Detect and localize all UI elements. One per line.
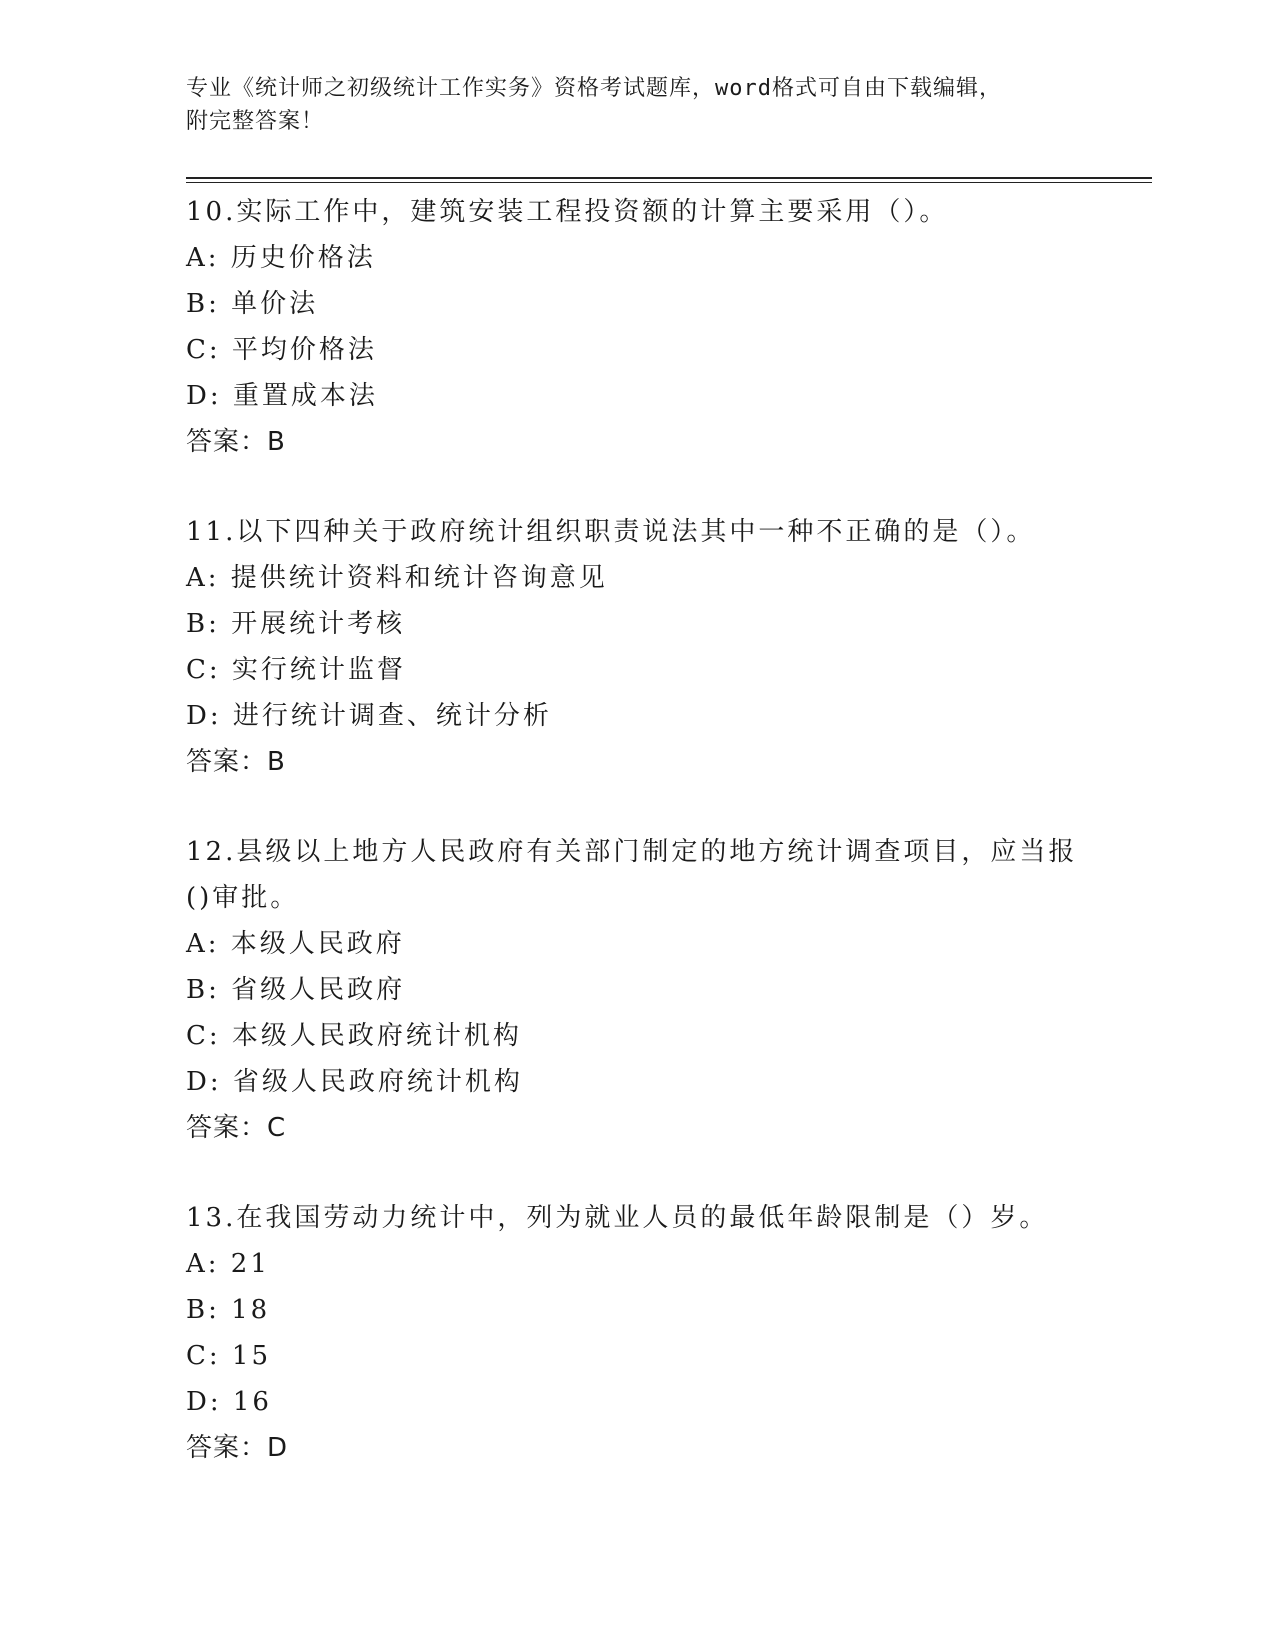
option-a: A: 历史价格法 (186, 243, 376, 273)
question-10 (186, 189, 1152, 465)
option-d: D: 进行统计调查、统计分析 (186, 701, 552, 731)
option-b: B: 18 (186, 1295, 271, 1325)
option-d: D: 16 (186, 1387, 272, 1417)
option-b: B: 省级人民政府 (186, 975, 406, 1005)
question-11 (186, 509, 1152, 785)
option-c: C: 15 (186, 1341, 272, 1371)
header-divider-thin (186, 182, 1152, 183)
option-b: B: 开展统计考核 (186, 609, 406, 639)
question-list (186, 189, 1152, 1515)
question-13 (186, 1195, 1152, 1471)
answer-label: 答案：C (186, 1113, 287, 1143)
question-stem: 11.以下四种关于政府统计组织职责说法其中一种不正确的是（）。 (186, 517, 1036, 547)
option-a: A: 本级人民政府 (186, 929, 405, 959)
question-stem: 12.县级以上地方人民政府有关部门制定的地方统计调查项目，应当报()审批。 (186, 837, 1078, 913)
document-header (186, 72, 1086, 138)
answer-label: 答案：D (186, 1433, 289, 1463)
question-stem: 10.实际工作中，建筑安装工程投资额的计算主要采用（）。 (186, 197, 949, 227)
header-line-1: 专业《统计师之初级统计工作实务》资格考试题库，word格式可自由下载编辑， (186, 76, 1002, 101)
option-c: C: 平均价格法 (186, 335, 377, 365)
option-c: C: 本级人民政府统计机构 (186, 1021, 522, 1051)
option-d: D: 省级人民政府统计机构 (186, 1067, 523, 1097)
option-b: B: 单价法 (186, 289, 319, 319)
question-stem: 13.在我国劳动力统计中，列为就业人员的最低年龄限制是（）岁。 (186, 1203, 1049, 1233)
option-a: A: 21 (186, 1249, 270, 1279)
answer-label: 答案：B (186, 747, 286, 777)
header-line-2: 附完整答案！ (186, 109, 325, 134)
option-a: A: 提供统计资料和统计咨询意见 (186, 563, 608, 593)
question-12 (186, 829, 1152, 1151)
header-divider-thick (186, 177, 1152, 179)
option-c: C: 实行统计监督 (186, 655, 406, 685)
answer-label: 答案：B (186, 427, 286, 457)
option-d: D: 重置成本法 (186, 381, 378, 411)
